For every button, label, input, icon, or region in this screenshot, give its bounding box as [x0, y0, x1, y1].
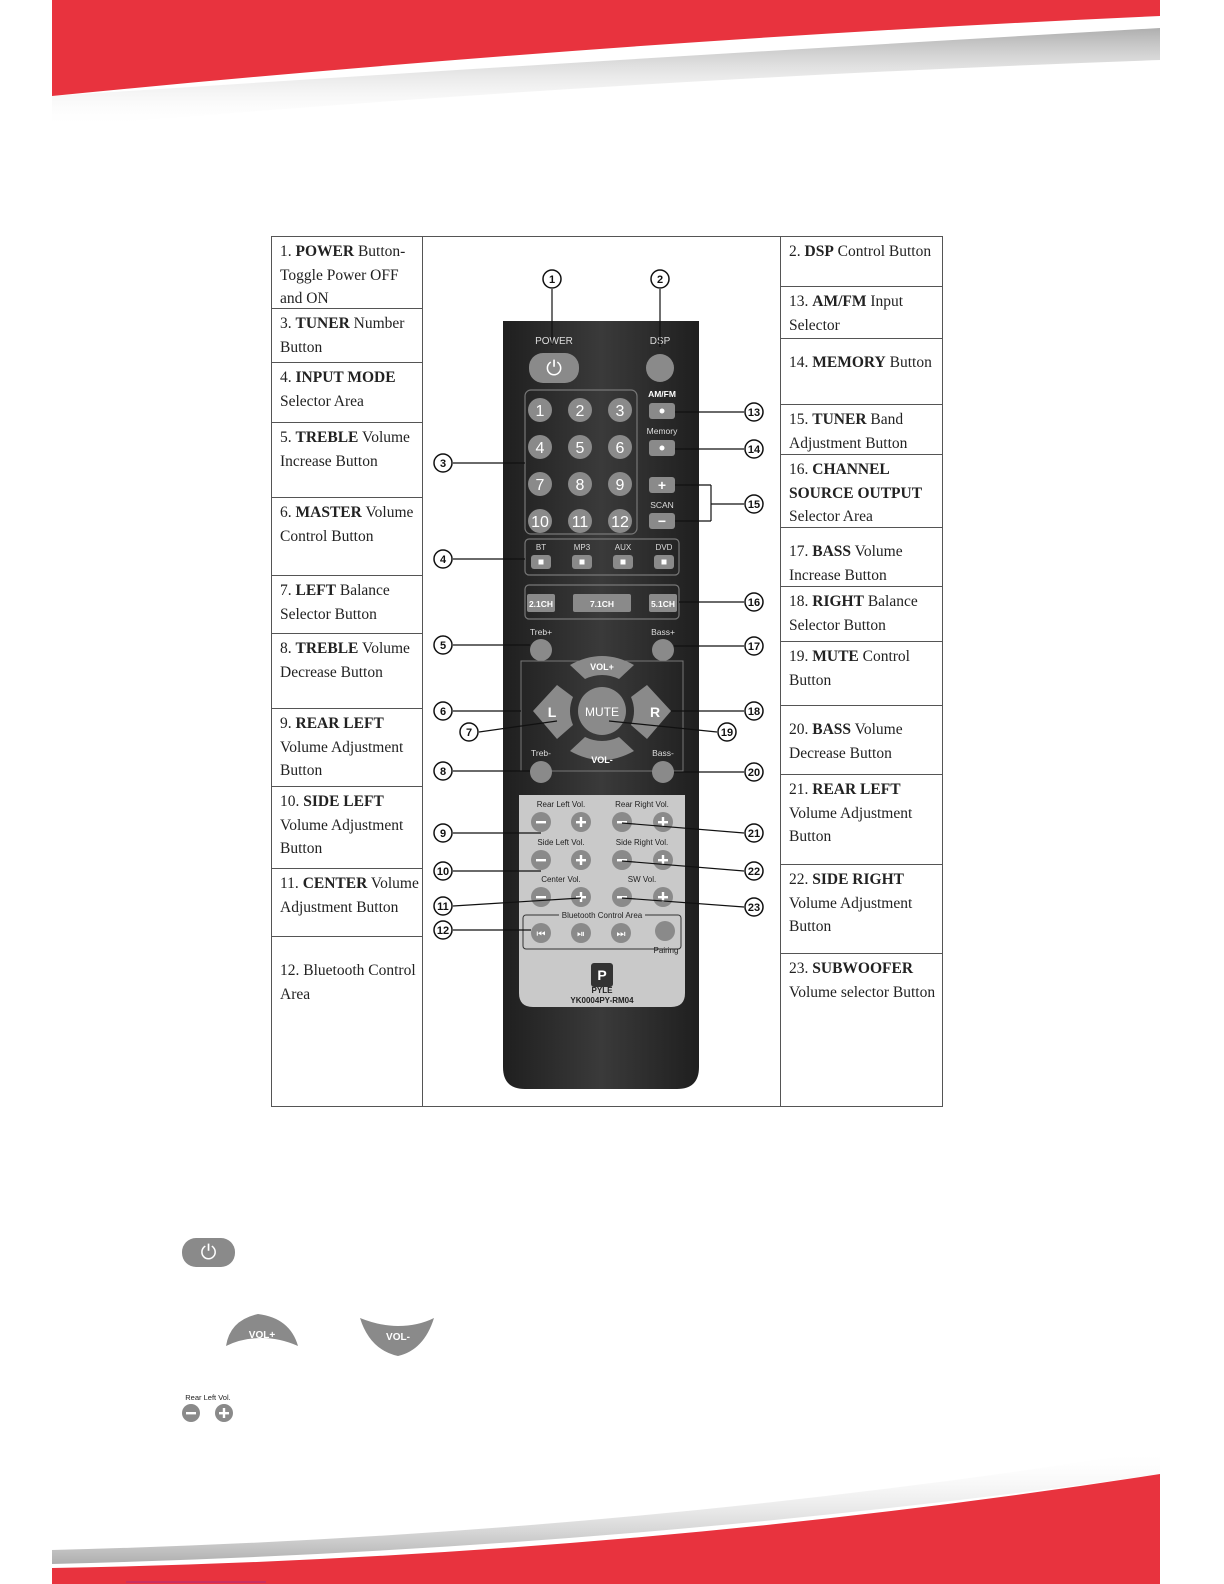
- callout-number: 9: [439, 828, 447, 840]
- callout-number: 10: [436, 866, 450, 878]
- label-text: Input Selector: [789, 293, 904, 334]
- bass-minus-label: Bass-: [652, 748, 674, 758]
- label-text: Control Button: [789, 648, 910, 689]
- label-text: Button-Toggle Power OFF and ON: [280, 243, 406, 307]
- label-text: Volume Adjustment Button: [789, 894, 913, 935]
- callout-number: 11: [437, 901, 449, 913]
- label-text: Volume Decrease Button: [789, 721, 903, 762]
- label-text: Balance Selector Button: [789, 593, 918, 634]
- label-number: 14.: [789, 354, 809, 371]
- label-text: Band Adjustment Button: [789, 411, 908, 452]
- treble-plus-button[interactable]: [530, 639, 552, 661]
- label-text: Bluetooth Control Area: [280, 962, 416, 1003]
- label-text: Volume Adjustment Button: [280, 875, 419, 916]
- label-text: Volume Adjustment Button: [280, 816, 404, 857]
- label-bold: MEMORY: [812, 354, 886, 371]
- label-r-18: [781, 587, 942, 642]
- channel-label: 7.1CH: [589, 599, 615, 609]
- amfm-label: AM/FM: [648, 389, 676, 399]
- callout-number: 5: [439, 640, 447, 652]
- label-text: Volume Adjustment Button: [280, 738, 404, 779]
- label-number: 12.: [280, 962, 300, 979]
- callout-number: 4: [439, 554, 447, 566]
- bass-plus-button[interactable]: [652, 639, 674, 661]
- label-bold: LEFT: [295, 582, 336, 599]
- channel-label: 2.1CH: [528, 599, 554, 609]
- label-text: Button: [889, 354, 932, 371]
- right-label: R: [649, 704, 661, 720]
- input-label: BT: [535, 543, 547, 552]
- left-label: L: [547, 704, 557, 720]
- callout-number: 17: [747, 641, 761, 653]
- vol-minus-label: VOL-: [591, 755, 613, 765]
- label-text: Selector Area: [789, 508, 873, 525]
- bass-minus-button[interactable]: [652, 761, 674, 783]
- power-icon: ⏻: [546, 356, 562, 380]
- play-pause-icon: ⏯: [577, 929, 585, 940]
- bluetooth-area-label: Bluetooth Control Area: [561, 911, 643, 920]
- label-bold: SIDE LEFT: [303, 793, 384, 810]
- callout-number: 2: [656, 274, 664, 286]
- label-r-13: [781, 287, 942, 339]
- bass-plus-label: Bass+: [651, 627, 675, 637]
- legend-vol-buttons: [220, 1310, 440, 1360]
- pairing-label: Pairing: [653, 946, 679, 955]
- label-number: 10.: [280, 793, 300, 810]
- label-l-12: [272, 937, 422, 1108]
- label-number: 19.: [789, 648, 809, 665]
- channel-label: 5.1CH: [650, 599, 676, 609]
- number-label: 5: [575, 440, 585, 457]
- next-track-icon: ⏭: [616, 929, 626, 940]
- label-text: Volume Increase Button: [280, 429, 410, 470]
- callout-number: 1: [548, 274, 556, 286]
- top-banner: [0, 0, 1224, 140]
- brand-label: PYLE: [591, 986, 613, 995]
- number-label: 10: [531, 514, 549, 531]
- label-r-23: [781, 954, 942, 1108]
- label-bold: REAR LEFT: [295, 715, 384, 732]
- side-right-vol-label: Side Right Vol.: [615, 838, 669, 847]
- vol-plus-label: VOL+: [590, 662, 614, 672]
- legend-rear-left-vol: [180, 1392, 240, 1424]
- label-text: Number Button: [280, 315, 405, 356]
- label-bold: REAR LEFT: [812, 781, 901, 798]
- label-l-6: [272, 498, 422, 576]
- sw-vol-label: SW Vol.: [627, 875, 657, 884]
- label-l-5: [272, 423, 422, 498]
- remote-diagram-table: [271, 236, 943, 1107]
- number-label: 9: [615, 477, 625, 494]
- label-bold: TREBLE: [295, 429, 359, 446]
- legend-rear-left-label: Rear Left Vol.: [185, 1393, 231, 1402]
- number-label: 7: [535, 477, 545, 494]
- label-bold: CHANNEL SOURCE OUTPUT: [789, 461, 923, 502]
- label-number: 9.: [280, 715, 292, 732]
- label-number: 15.: [789, 411, 809, 428]
- label-text: Selector Area: [280, 392, 364, 410]
- callout-number: 15: [747, 499, 761, 511]
- label-l-1: [272, 237, 422, 309]
- svg-text:P: P: [597, 967, 607, 983]
- label-bold: SUBWOOFER: [812, 960, 914, 977]
- legend-vol-minus-label: VOL-: [386, 1332, 410, 1343]
- number-label: 6: [615, 440, 625, 457]
- label-number: 17.: [789, 543, 809, 560]
- label-number: 16.: [789, 461, 809, 478]
- pairing-button[interactable]: [655, 921, 675, 941]
- callout-number: 18: [747, 706, 761, 718]
- callout-number: 3: [439, 458, 447, 470]
- label-number: 2.: [789, 243, 801, 260]
- legend-power-button: [182, 1238, 235, 1267]
- label-number: 18.: [789, 593, 809, 610]
- center-vol-label: Center Vol.: [541, 875, 581, 884]
- label-text: Volume Control Button: [280, 504, 414, 545]
- label-number: 3.: [280, 315, 292, 332]
- label-bold: MUTE: [812, 648, 859, 665]
- bottom-banner: [0, 1440, 1224, 1584]
- label-r-14: [781, 339, 942, 405]
- rear-right-vol-label: Rear Right Vol.: [615, 800, 669, 809]
- callout-number: 23: [747, 902, 761, 914]
- label-bold: BASS: [812, 543, 852, 560]
- side-left-vol-label: Side Left Vol.: [537, 838, 585, 847]
- model-label: YK0004PY-RM04: [570, 996, 634, 1005]
- number-label: 11: [571, 514, 589, 531]
- number-label: 1: [535, 403, 545, 420]
- label-r-21: [781, 775, 942, 865]
- label-number: 11.: [280, 875, 299, 892]
- label-text: Volume Increase Button: [789, 543, 903, 584]
- channel-output-area: [527, 594, 677, 612]
- callout-number: 20: [747, 767, 761, 779]
- label-bold: INPUT MODE: [295, 369, 396, 386]
- label-r-2: [781, 237, 942, 287]
- number-label: 8: [575, 477, 585, 494]
- label-number: 5.: [280, 429, 292, 446]
- label-r-19: [781, 642, 942, 706]
- label-text: Volume Decrease Button: [280, 640, 410, 681]
- label-r-22: [781, 865, 942, 954]
- input-label: DVD: [655, 543, 673, 552]
- remote-illustration: [423, 237, 781, 1108]
- label-l-8: [272, 634, 422, 709]
- label-bold: TUNER: [295, 315, 350, 332]
- tuner-minus-glyph: −: [657, 513, 667, 529]
- left-label-column: [272, 237, 423, 1106]
- label-number: 1.: [280, 243, 292, 260]
- label-r-15: [781, 405, 942, 455]
- dsp-button[interactable]: [646, 354, 674, 382]
- rear-left-vol-label: Rear Left Vol.: [536, 800, 586, 809]
- label-l-10: [272, 787, 422, 869]
- callout-number: 12: [436, 925, 450, 937]
- callout-number: 8: [439, 766, 447, 778]
- callout-number: 14: [747, 444, 761, 456]
- memory-label: Memory: [646, 426, 678, 436]
- label-text: Balance Selector Button: [280, 582, 390, 623]
- label-bold: AM/FM: [812, 293, 867, 310]
- power-icon: ⏻: [200, 1240, 217, 1264]
- label-bold: SIDE RIGHT: [812, 871, 904, 888]
- label-bold: DSP: [804, 243, 834, 260]
- power-label: POWER: [535, 336, 573, 347]
- label-number: 8.: [280, 640, 292, 657]
- treble-minus-label: Treb-: [531, 748, 551, 758]
- label-l-7: [272, 576, 422, 634]
- label-number: 7.: [280, 582, 292, 599]
- label-number: 13.: [789, 293, 809, 310]
- number-label: 4: [535, 440, 545, 457]
- label-bold: MASTER: [295, 504, 362, 521]
- callout-number: 16: [747, 597, 761, 609]
- label-l-3: [272, 309, 422, 363]
- label-r-17: [781, 528, 942, 587]
- label-bold: POWER: [295, 243, 355, 260]
- dsp-label: DSP: [649, 336, 671, 347]
- prev-track-icon: ⏮: [536, 929, 546, 940]
- label-number: 4.: [280, 369, 292, 386]
- treble-minus-button[interactable]: [530, 761, 552, 783]
- label-r-20: [781, 706, 942, 775]
- number-label: 12: [611, 514, 629, 531]
- label-bold: BASS: [812, 721, 852, 738]
- treble-plus-label: Treb+: [529, 627, 553, 637]
- label-l-4: [272, 363, 422, 423]
- label-bold: RIGHT: [812, 593, 864, 610]
- number-label: 3: [615, 403, 625, 420]
- label-text: Control Button: [837, 243, 932, 260]
- label-text: Volume Adjustment Button: [789, 804, 913, 845]
- label-text: Volume selector Button: [789, 983, 936, 1001]
- label-number: 23.: [789, 960, 809, 977]
- input-label: MP3: [573, 543, 591, 552]
- label-bold: TUNER: [812, 411, 867, 428]
- legend-vol-plus-label: VOL+: [248, 1330, 276, 1341]
- label-number: 22.: [789, 871, 809, 888]
- right-label-column: [780, 237, 942, 1106]
- label-number: 6.: [280, 504, 292, 521]
- label-l-11: [272, 869, 422, 937]
- label-bold: CENTER: [302, 875, 368, 892]
- input-label: AUX: [614, 543, 632, 552]
- callout-number: 19: [720, 727, 734, 739]
- label-bold: TREBLE: [295, 640, 359, 657]
- mute-label: MUTE: [585, 705, 619, 719]
- label-number: 20.: [789, 721, 809, 738]
- callout-number: 6: [439, 706, 447, 718]
- callout-number: 7: [465, 727, 473, 739]
- scan-label: SCAN: [650, 500, 674, 510]
- callout-number: 21: [747, 828, 761, 840]
- label-l-9: [272, 709, 422, 787]
- callout-number: 22: [747, 866, 761, 878]
- number-label: 2: [575, 403, 585, 420]
- label-number: 21.: [789, 781, 809, 798]
- tuner-plus-glyph: +: [657, 477, 667, 493]
- callout-number: 13: [747, 407, 761, 419]
- label-r-16: [781, 455, 942, 528]
